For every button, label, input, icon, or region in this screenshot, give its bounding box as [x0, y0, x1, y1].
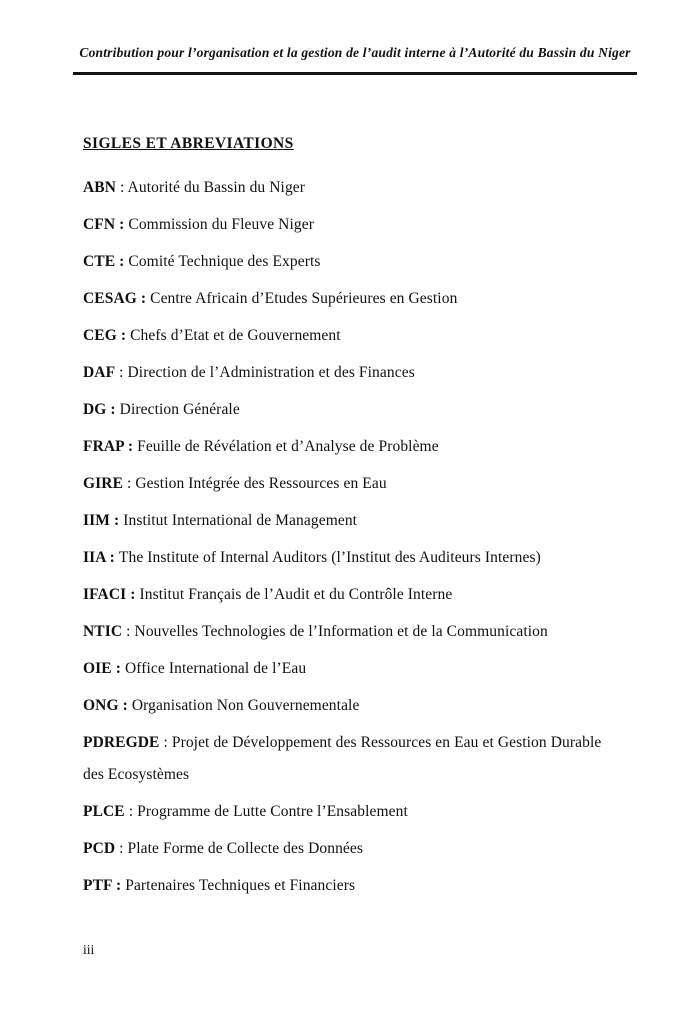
abbreviation-entry: [83, 505, 620, 537]
abbreviation-entry: [83, 870, 620, 902]
abbreviation-separator: :: [115, 253, 129, 270]
abbreviation-definition: Programme de Lutte Contre l’Ensablement: [137, 803, 408, 820]
running-header-text: Contribution pour l’organisation et la gestion de l’audit interne à l’Autorité du Bassin du Niger: [79, 45, 631, 60]
abbreviation-definition: Projet de Développement des Ressources en Eau et Gestion Durable des Ecosystèmes: [83, 734, 602, 783]
abbreviation-separator: :: [115, 216, 129, 233]
abbreviation-separator: :: [110, 512, 124, 529]
abbreviation-separator: :: [136, 290, 151, 307]
abbreviation-separator: :: [105, 549, 119, 566]
abbreviation-separator: :: [122, 623, 135, 640]
abbreviation-sigle: FRAP: [83, 438, 124, 455]
abbreviation-entry: [83, 690, 620, 722]
abbreviation-entry: [83, 172, 620, 204]
abbreviation-entry: [83, 209, 620, 241]
abbreviation-sigle: DAF: [83, 364, 116, 381]
abbreviation-separator: :: [123, 438, 138, 455]
abbreviation-sigle: NTIC: [83, 623, 123, 640]
abbreviation-definition: Nouvelles Technologies de l’Information et de la Communication: [134, 623, 548, 640]
abbreviation-list: [83, 172, 620, 907]
abbreviation-entry: [83, 796, 620, 828]
abbreviation-definition: Centre Africain d’Etudes Supérieures en Gestion: [150, 290, 458, 307]
abbreviation-entry: [83, 246, 620, 278]
abbreviation-definition: Organisation Non Gouvernementale: [131, 697, 360, 714]
abbreviation-sigle: CESAG: [83, 290, 137, 307]
abbreviation-separator: :: [116, 179, 128, 196]
abbreviation-definition: Direction de l’Administration et des Finances: [127, 364, 415, 381]
abbreviation-definition: Office International de l’Eau: [124, 660, 307, 677]
abbreviation-definition: Comité Technique des Experts: [128, 253, 321, 270]
abbreviation-entry: [83, 468, 620, 500]
abbreviation-sigle: CFN: [83, 216, 116, 233]
abbreviation-entry: [83, 727, 620, 791]
abbreviation-definition: The Institute of Internal Auditors (l’Institut des Auditeurs Internes): [118, 549, 541, 566]
abbreviation-entry: [83, 283, 620, 315]
abbreviation-sigle: PDREGDE: [83, 734, 160, 751]
abbreviation-sigle: ABN: [83, 179, 117, 196]
abbreviation-separator: :: [116, 327, 131, 344]
abbreviation-definition: Direction Générale: [119, 401, 240, 418]
abbreviation-sigle: ONG: [83, 697, 119, 714]
abbreviation-definition: Chefs d’Etat et de Gouvernement: [130, 327, 341, 344]
abbreviation-definition: Gestion Intégrée des Ressources en Eau: [135, 475, 387, 492]
abbreviation-definition: Institut Français de l’Audit et du Contrôle Interne: [139, 586, 453, 603]
abbreviation-definition: Plate Forme de Collecte des Données: [127, 840, 364, 857]
abbreviation-sigle: DG: [83, 401, 107, 418]
abbreviation-entry: [83, 357, 620, 389]
abbreviation-separator: :: [115, 840, 128, 857]
abbreviation-separator: :: [106, 401, 120, 418]
page-title: SIGLES ET ABREVIATIONS: [83, 135, 294, 152]
running-header: [73, 44, 637, 75]
abbreviation-sigle: CEG: [83, 327, 117, 344]
abbreviation-entry: [83, 394, 620, 426]
abbreviation-definition: Partenaires Techniques et Financiers: [125, 877, 356, 894]
abbreviation-separator: :: [124, 803, 138, 820]
abbreviation-separator: :: [123, 475, 136, 492]
abbreviation-entry: [83, 542, 620, 574]
abbreviation-sigle: PLCE: [83, 803, 125, 820]
abbreviation-definition: Feuille de Révélation et d’Analyse de Problème: [137, 438, 439, 455]
header-rule: [73, 72, 637, 75]
abbreviation-separator: :: [112, 877, 126, 894]
abbreviation-sigle: IIA: [83, 549, 106, 566]
abbreviation-sigle: OIE: [83, 660, 112, 677]
abbreviation-entry: [83, 833, 620, 865]
abbreviation-entry: [83, 320, 620, 352]
abbreviation-entry: [83, 616, 620, 648]
abbreviation-sigle: IIM: [83, 512, 110, 529]
abbreviation-definition: Commission du Fleuve Niger: [128, 216, 314, 233]
abbreviation-sigle: IFACI: [83, 586, 127, 603]
abbreviation-entry: [83, 653, 620, 685]
abbreviation-definition: Autorité du Bassin du Niger: [127, 179, 306, 196]
abbreviation-entry: [83, 431, 620, 463]
abbreviation-sigle: PCD: [83, 840, 116, 857]
abbreviation-separator: :: [159, 734, 172, 751]
abbreviation-sigle: GIRE: [83, 475, 124, 492]
abbreviation-separator: :: [111, 660, 125, 677]
page-number: iii: [83, 942, 95, 957]
abbreviation-sigle: CTE: [83, 253, 116, 270]
abbreviation-definition: Institut International de Management: [123, 512, 358, 529]
abbreviation-sigle: PTF: [83, 877, 112, 894]
abbreviation-separator: :: [115, 364, 128, 381]
abbreviation-entry: [83, 579, 620, 611]
abbreviation-separator: :: [126, 586, 140, 603]
abbreviation-separator: :: [118, 697, 132, 714]
